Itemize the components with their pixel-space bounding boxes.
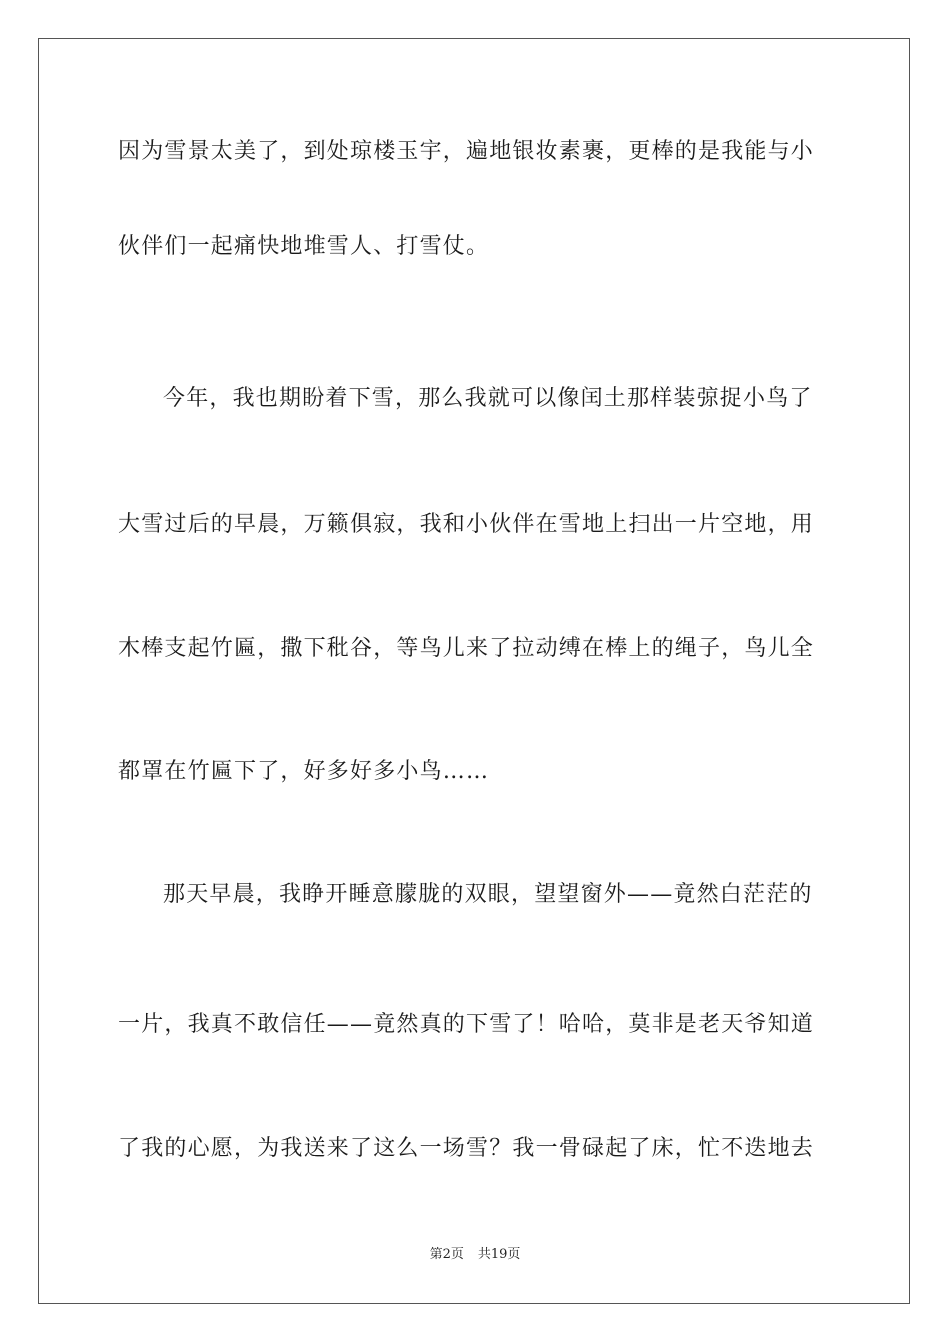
- text-line-1: 因为雪景太美了，到处琼楼玉宇，遍地银妆素裹，更棒的是我能与小: [118, 139, 815, 164]
- page-footer: [0, 1246, 950, 1264]
- paragraph-start-line-3: 今年，我也期盼着下雪，那么我就可以像闰土那样装弶捉小鸟了: [163, 386, 813, 411]
- text-line-6: 都罩在竹匾下了，好多好多小鸟……: [118, 759, 490, 784]
- text-line-8: 一片，我真不敢信任——竟然真的下雪了！哈哈，莫非是老天爷知道: [118, 1012, 815, 1037]
- text-line-2: 伙伴们一起痛快地堆雪人、打雪仗。: [118, 234, 490, 259]
- text-line-4: 大雪过后的早晨，万籁俱寂，我和小伙伴在雪地上扫出一片空地，用: [118, 512, 815, 537]
- paragraph-start-line-7: 那天早晨，我睁开睡意朦胧的双眼，望望窗外——竟然白茫茫的: [163, 882, 813, 907]
- page-border: [38, 38, 910, 1304]
- text-line-9: 了我的心愿，为我送来了这么一场雪？我一骨碌起了床，忙不迭地去: [118, 1136, 815, 1161]
- page-total: 共19页: [477, 1247, 521, 1262]
- page-number: 第2页: [429, 1247, 464, 1262]
- text-line-5: 木棒支起竹匾，撒下秕谷，等鸟儿来了拉动缚在棒上的绳子，鸟儿全: [118, 636, 815, 661]
